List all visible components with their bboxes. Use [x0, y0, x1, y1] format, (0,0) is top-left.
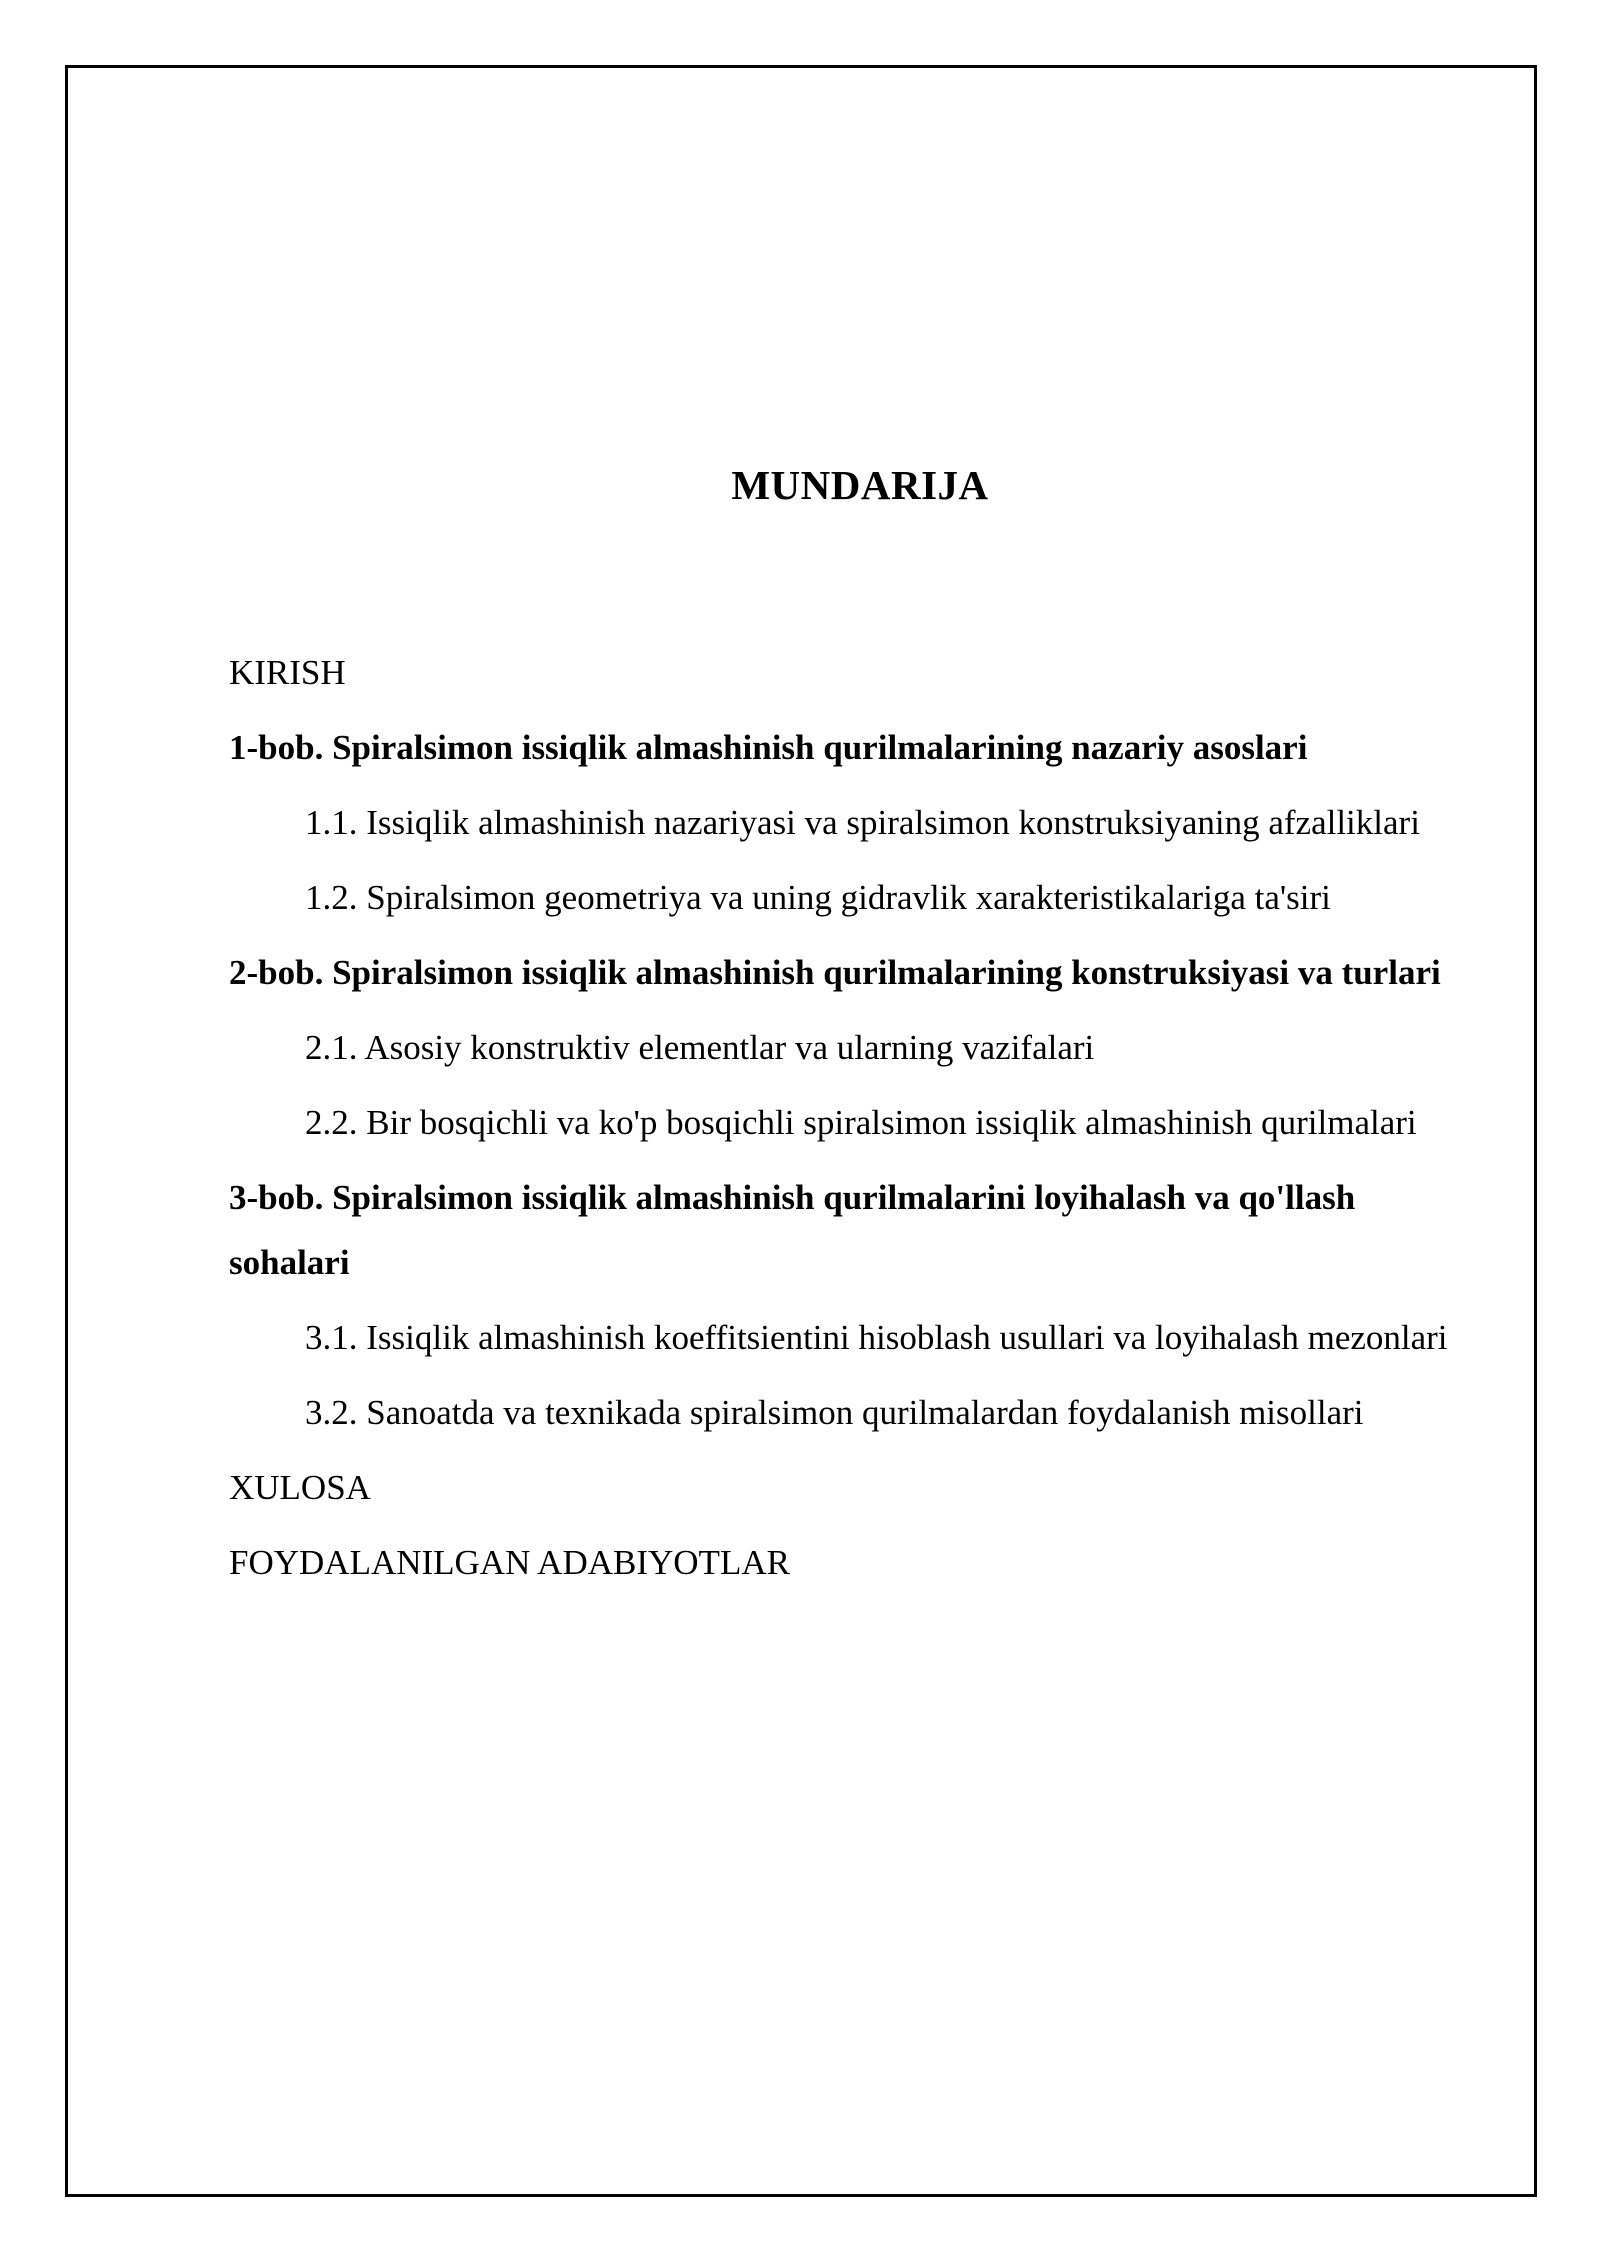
toc-entry-conclusion: XULOSA [229, 1468, 371, 1507]
toc-entry-chapter-1: 1-bob. Spiralsimon issiqlik almashinish qurilmalarining nazariy asoslari [229, 728, 1308, 767]
toc-entry-section-2-1: 2.1. Asosiy konstruktiv elementlar va ularning vazifalari [305, 1028, 1095, 1067]
table-of-contents [229, 640, 1459, 1605]
toc-entry-introduction: KIRISH [229, 653, 346, 692]
toc-entry-chapter-3: 3-bob. Spiralsimon issiqlik almashinish qurilmalarini loyihalash va qo'llash sohalari [229, 1178, 1356, 1282]
toc-entry-section-1-1: 1.1. Issiqlik almashinish nazariyasi va spiralsimon konstruksiyaning afzalliklari [305, 803, 1420, 842]
page-title: MUNDARIJA [731, 462, 989, 508]
toc-entry-section-2-2: 2.2. Bir bosqichli va ko'p bosqichli spiralsimon issiqlik almashinish qurilmalari [305, 1103, 1417, 1142]
toc-entry-references: FOYDALANILGAN ADABIYOTLAR [229, 1543, 790, 1582]
toc-entry-section-1-2: 1.2. Spiralsimon geometriya va uning gidravlik xarakteristikalariga ta'siri [305, 878, 1331, 917]
toc-entry-section-3-1: 3.1. Issiqlik almashinish koeffitsientini hisoblash usullari va loyihalash mezonlari [305, 1318, 1448, 1357]
toc-entry-section-3-2: 3.2. Sanoatda va texnikada spiralsimon qurilmalardan foydalanish misollari [305, 1393, 1364, 1432]
toc-entry-chapter-2: 2-bob. Spiralsimon issiqlik almashinish qurilmalarining konstruksiyasi va turlari [229, 953, 1441, 992]
